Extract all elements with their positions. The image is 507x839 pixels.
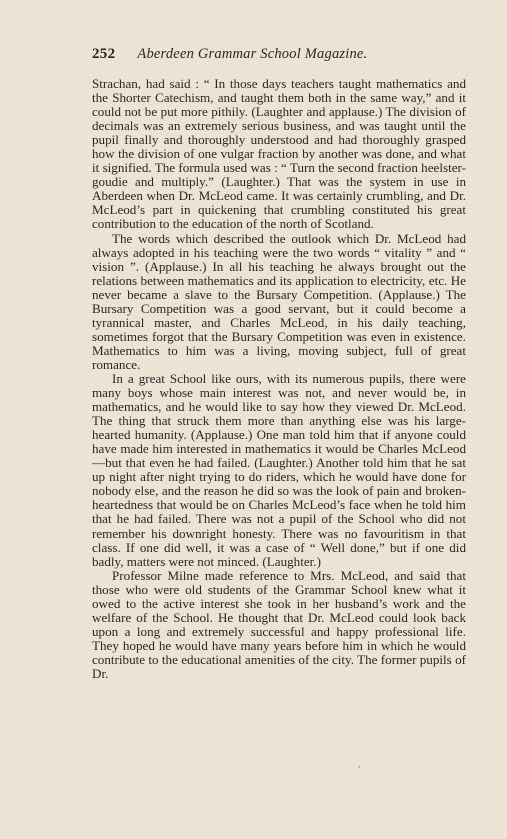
paragraph: In a great School like ours, with its numerous pupils, there were many boys whose main interest was not, and never would be, in mathematics, and he would like to say how they viewed Dr. McLeod. The thing that struck them more than anything else was his large-hearted humanity. (Applause.) One man told him that if anyone could have made him interested in mathematics it would be Charles McLeod—but that even he had failed. (Laughter.) Another told him that he sat up night after night trying to do riders, which he would have done for nobody else, and the reason he did so was the look of pain and broken-heartedness that would be on Charles McLeod’s face when he told him that he had failed. There was not a pupil of the School who did not remember his downright honesty. There was no favouritism in that class. If one did well, it was a case of “ Well done,” but if one did badly, matters were not minced. (Laughter.) — [92, 370, 466, 569]
article-body — [92, 77, 466, 681]
paragraph: Professor Milne made reference to Mrs. McLeod, and said that those who were old students of the Grammar School knew what it owed to the active interest she took in her husband’s work and the welfare of the School. He thought that Dr. McLeod could look back upon a long and extremely successful and happy professional life. They hoped he would have many years before him in which he would contribute to the educational amenities of the city. The former pupils of Dr. — [92, 567, 466, 681]
page-header — [92, 46, 472, 66]
paper-speck — [358, 766, 360, 768]
paragraph: Strachan, had said : “ In those days teachers taught mathematics and the Shorter Catechism, and taught them both in the same way,” and it could not be put more pithily. (Laughter and applause.) The division of decimals was an extremely serious business, and was taught until the pupil finally and thoroughly understood and had thoroughly grasped how the division of one vulgar fraction by another was done, and what it signified. The formula used was : “ Turn the second fraction heelster-goudie and multiply.” (Laughter.) That was the system in use in Aberdeen when Dr. McLeod came. It was certainly crumbling, and Dr. McLeod’s part in quickening that crumbling constituted his great contribution to the education of the north of Scotland. — [92, 76, 466, 232]
running-title: Aberdeen Grammar School Magazine. — [137, 46, 368, 62]
paragraph: The words which described the outlook which Dr. McLeod had always adopted in his teaching were the two words “ vitality ” and “ vision ”. (Applause.) In all his teaching he always brought out the relations between mathematics and its application to electricity, etc. He never became a slave to the Bursary Competition. (Applause.) The Bursary Competition was a good servant, but it could become a tyrannical master, and Charles McLeod, in his daily teaching, sometimes forgot that the Bursary Competition was even in existence. Mathematics to him was a living, moving subject, full of great romance. — [92, 230, 466, 372]
page-number: 252 — [92, 46, 116, 62]
